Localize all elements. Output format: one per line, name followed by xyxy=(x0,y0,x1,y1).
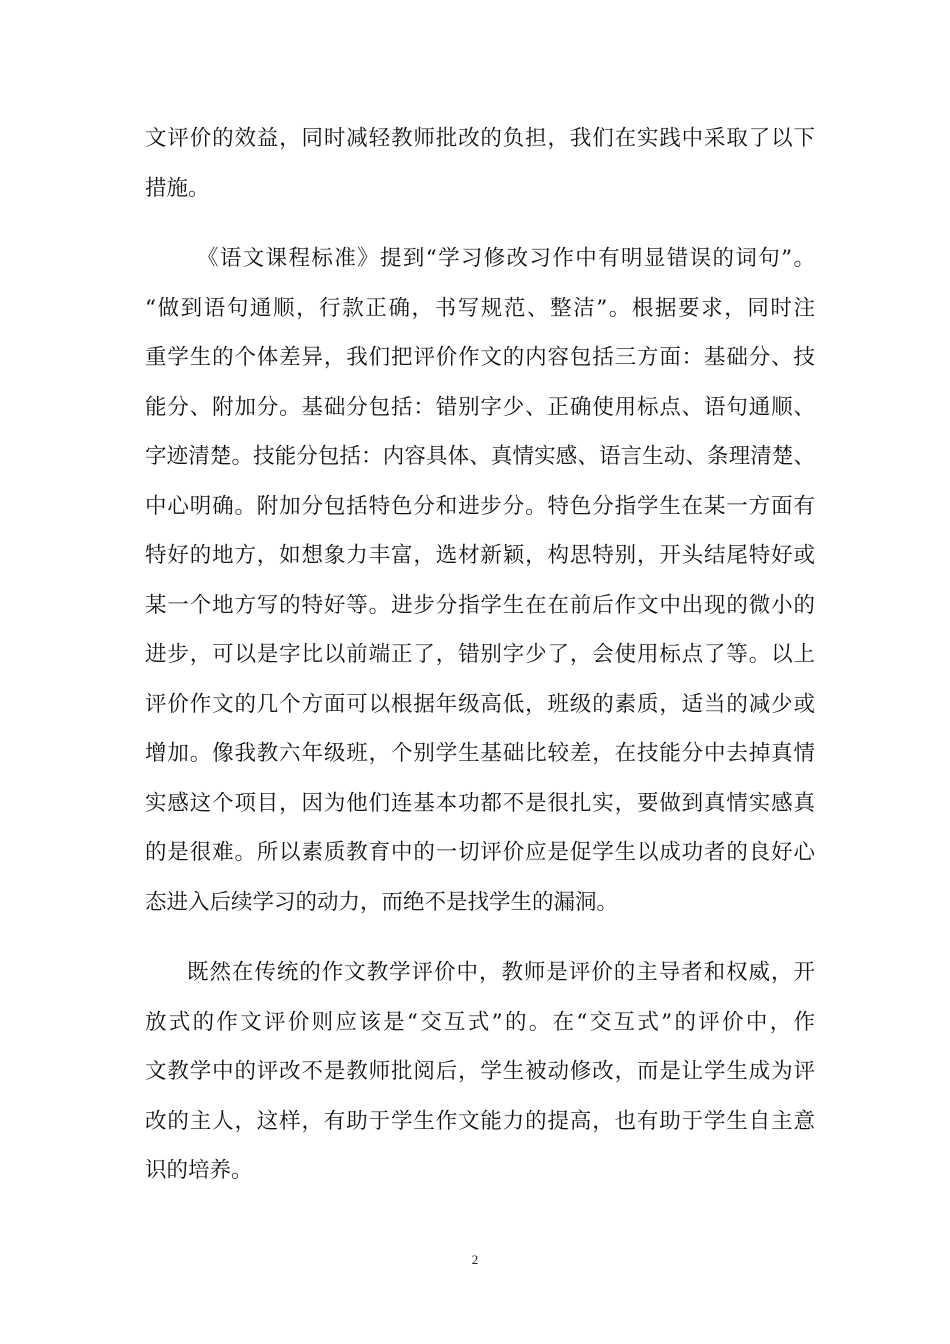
paragraph-2-line-3: 重学生的个体差异，我们把评价作文的内容包括三方面：基础分、技 xyxy=(145,345,815,370)
paragraph-2-line-10: 评价作文的几个方面可以根据年级高低，班级的素质，适当的减少或 xyxy=(145,692,815,717)
paragraph-3-line-2: 放式的作文评价则应该是“交互式”的。在“交互式”的评价中，作 xyxy=(145,1010,815,1035)
paragraph-2-line-13: 的是很难。所以素质教育中的一切评价应是促学生以成功者的良好心 xyxy=(145,840,815,865)
paragraph-2-line-1: 《语文课程标准》提到“学习修改习作中有明显错误的词句”。 xyxy=(197,246,815,271)
paragraph-3-line-3: 文教学中的评改不是教师批阅后，学生被动修改，而是让学生成为评 xyxy=(145,1059,815,1084)
paragraph-2-line-9: 进步，可以是字比以前端正了，错别字少了，会使用标点了等。以上 xyxy=(145,642,815,667)
paragraph-3-line-4: 改的主人，这样，有助于学生作文能力的提高，也有助于学生自主意 xyxy=(145,1109,815,1134)
paragraph-1-line-2: 措施。 xyxy=(145,176,210,201)
page-number: 2 xyxy=(471,1252,479,1267)
paragraph-2-line-8: 某一个地方写的特好等。进步分指学生在在前后作文中出现的微小的 xyxy=(145,593,815,618)
paragraph-3-line-1: 既然在传统的作文教学评价中，教师是评价的主导者和权威，开 xyxy=(187,960,815,985)
paragraph-2-line-14: 态进入后续学习的动力，而绝不是找学生的漏洞。 xyxy=(145,890,619,915)
paragraph-2-line-2: “做到语句通顺，行款正确，书写规范、整洁”。根据要求，同时注 xyxy=(145,296,815,321)
paragraph-1-line-1: 文评价的效益，同时减轻教师批改的负担，我们在实践中采取了以下 xyxy=(145,126,815,151)
paragraph-2-line-7: 特好的地方，如想象力丰富，选材新颖，构思特别，开头结尾特好或 xyxy=(145,543,815,568)
paragraph-2-line-4: 能分、附加分。基础分包括：错别字少、正确使用标点、语句通顺、 xyxy=(145,395,815,420)
paragraph-2-line-12: 实感这个项目，因为他们连基本功都不是很扎实，要做到真情实感真 xyxy=(145,791,815,816)
paragraph-3-line-5: 识的培养。 xyxy=(145,1158,253,1183)
paragraph-2-line-5: 字迹清楚。技能分包括：内容具体、真情实感、语言生动、条理清楚、 xyxy=(145,444,815,469)
paragraph-2-line-11: 增加。像我教六年级班，个别学生基础比较差，在技能分中去掉真情 xyxy=(145,741,815,766)
paragraph-2-line-6: 中心明确。附加分包括特色分和进步分。特色分指学生在某一方面有 xyxy=(145,494,815,519)
